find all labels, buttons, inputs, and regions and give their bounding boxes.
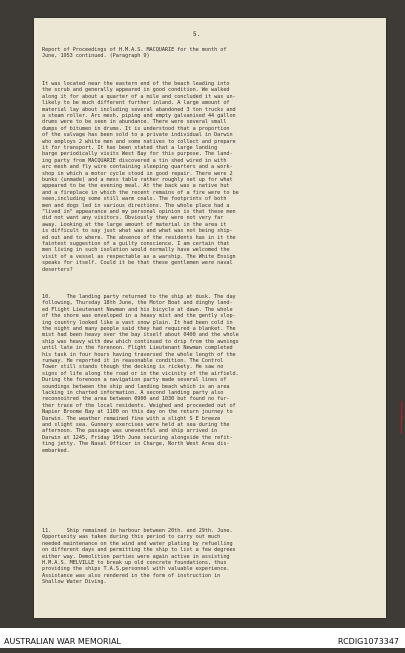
para9-lines-line: drums were to be seen in abundance. There were several small <box>42 119 227 126</box>
para9-lines-line: did not want any visitors. Obviously they were not very far <box>42 215 224 222</box>
heading-lines-line: Report of Proceedings of H.M.A.S. MACQUARIE for the month of <box>42 47 227 53</box>
para10-lines-line: his task in four hours having traversed the whole length of the <box>42 351 236 358</box>
para9-lines-line: men living in such isolation would normally have welcomed the <box>42 247 230 254</box>
para10-lines-line: and slight sea. Gunnery exercises were held at sea during the <box>42 422 230 428</box>
para10-lines-line: Napier Broome Bay at 1100 on this day on the return journey to <box>42 409 233 416</box>
para11-lines-line: on different days and permitting the ship to list a few degrees <box>42 547 236 554</box>
para9-lines-line: of the salvage has been sold to a private individual in Darwin <box>42 132 233 139</box>
para9-lines-line: appeared to be the evening meal. At the back was a native hut <box>42 183 230 190</box>
para9-lines-line: faintest suggestion of a guilty conscience. I am certain that <box>42 241 230 247</box>
para9-lines-line: It was located near the eastern end of the beach leading into <box>42 81 230 87</box>
para10-lines-line: ed Flight Lieutenant Newman and his bicycle at dawn. The whole <box>42 306 233 313</box>
red-margin-mark <box>399 401 405 435</box>
para10-lines-line: ing country looked like a vast snow plain. It had been cold in <box>42 319 233 326</box>
para9-lines-line: seen,including some still warm coals. The footprints of both <box>42 196 227 203</box>
para11-lines-line: Shallow Water Diving. <box>42 579 107 586</box>
para9-lines-line: deserters? <box>42 266 73 273</box>
para9-lines-line: men and dogs led in various directions. The whole place had a <box>42 202 230 209</box>
para10-lines-line: reconnoitred the area between 0900 and 1030 but found no fur- <box>42 396 230 403</box>
para9-lines-line: bunks (unmade) and a mess table rather roughly set up for what <box>42 177 233 183</box>
para10-lines-line: During the forenoon a navigation party made several lines of <box>42 377 227 384</box>
para10-lines-line: the night and many people said they had required a blanket. The <box>42 326 236 332</box>
para9-lines-line: "lived in" appearance and my personal opinion is that these men <box>42 209 236 215</box>
para9-lines-line: the scrub and generally appeared in good condition. We walked <box>42 87 230 94</box>
para10-lines-line: ship was heavy with dew which continued to drip from the awnings <box>42 338 239 345</box>
para9-lines-line: material lay about including several abandoned 3 ton trucks and <box>42 106 236 113</box>
para10-lines-line: signs of life along the road or in the vicinity of the airfield. <box>42 370 239 377</box>
para11-lines-line: Assistance was also rendered in the form of instruction in <box>42 572 221 579</box>
para10-lines-line: of the shore was enveloped in a heavy mist and the gently slop- <box>42 313 236 320</box>
para11-lines-line: either way. Demolition parties were again active in assisting <box>42 553 230 560</box>
para9-lines-line: is difficult to say just what was and what was not being ship- <box>42 228 233 235</box>
page-number: 5. <box>193 31 201 38</box>
para10-lines-line: runway. He reported it in reasonable condition. The Control <box>42 358 224 364</box>
para11-lines-line: 11. Ship remained in harbour between 20th. and 29th. June. <box>42 528 233 534</box>
footer-archive-name: AUSTRALIAN WAR MEMORIAL <box>4 637 121 646</box>
para10-lines-line: ther trace of the local residents. Weighed and proceeded out of <box>42 402 236 409</box>
para10-lines-line: soundings between the ship and landing beach which is an area <box>42 383 230 390</box>
para10-lines-line: Darwin. The weather remained fine with a slight S E breeze <box>42 415 221 422</box>
para9-lines-line: visit of a vessel as respectable as a warship. The White Ensign <box>42 253 236 260</box>
para9-lines-line: ing party from MACQUARIE discovered a tin shed wired in with <box>42 157 227 164</box>
para11-lines-line: needed maintenance on the wind and water plating by refuelling <box>42 540 233 547</box>
para9-lines-line: barge periodically visits West Bay for this purpose. The land- <box>42 151 233 158</box>
para9-lines-line: dumps of bitumen in drums. It is understood that a proportion <box>42 125 230 132</box>
para11-lines-line: providing the ships T.A.S.personnel with valuable experience. <box>42 566 230 573</box>
para9-lines-line: a steam roller. Arc mesh, piping and empty galvanised 44 gallon <box>42 113 236 119</box>
para9-lines-line: and a fireplace in which the recent remains of a fire were to be <box>42 189 239 196</box>
para10-lines-line: until late in the forenoon. Flight Lieutenant Newman completed <box>42 345 233 352</box>
para10-lines-line: lacking in charted information. A second landing party also <box>42 390 224 396</box>
para10-lines-line: ting jetty. The Naval Officer in Charge, North West Area dis- <box>42 441 230 448</box>
para11-lines-line: H.M.A.S. MELVILLE to break up old concrete foundations, thus <box>42 560 227 566</box>
heading-lines-line: June, 1953 continued. (Paragraph 9) <box>42 53 150 60</box>
document-page <box>34 18 386 618</box>
para9-lines-line: likely to be much different further inland. A large amount of <box>42 100 230 107</box>
archive-footer <box>0 628 405 648</box>
para10-lines-line: embarked. <box>42 447 70 454</box>
para10-lines-line: following, Thursday 18th June, the Motor Boat and dinghy land- <box>42 300 233 307</box>
para9-lines-line: it for transport. It has been stated that a large landing <box>42 145 218 151</box>
para9-lines-line: who employs 2 white men and some natives to collect and prepare <box>42 138 236 145</box>
para10-lines-line: 10. The landing party returned to the ship at dusk. The day <box>42 294 236 300</box>
para9-lines-line: ed out and to where. The absence of the residents has in it the <box>42 234 236 241</box>
para9-lines-line: away. Looking at the large amount of material in the area it <box>42 221 227 228</box>
footer-record-id: RCDIG1073347 <box>337 637 399 646</box>
para9-lines-line: shop in which a motor cycle stood in good repair. There were 2 <box>42 170 233 177</box>
para9-lines-line: arc mesh and fly wire containing sleeping quarters and a work- <box>42 164 233 171</box>
para9-lines-line: speaks for itself. Could it be that these gentlemen were naval <box>42 260 233 267</box>
para10-lines-line: Darwin at 1245, Friday 19th June securing alongside the refit- <box>42 434 233 441</box>
para10-lines-line: afternoon. The passage was uneventful and ship arrived in <box>42 428 218 435</box>
para10-lines-line: mist had been heavy over the bay itself about 0400 and the whole <box>42 332 239 339</box>
para9-lines-line: along it for about a quarter of a mile and concluded it was un- <box>42 93 236 100</box>
para11-lines-line: Opportunity was taken during this period to carry out much <box>42 534 221 541</box>
para10-lines-line: Tower still stands though the decking is rickety. He saw no <box>42 364 224 371</box>
